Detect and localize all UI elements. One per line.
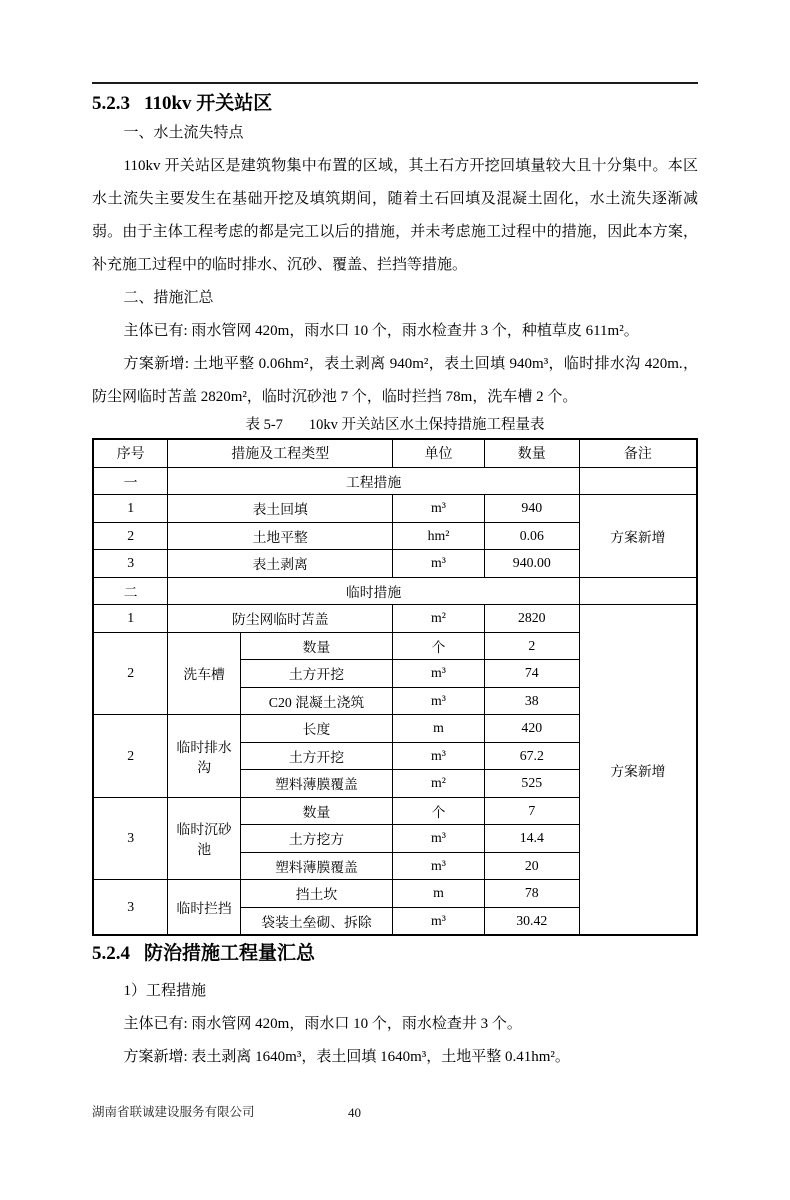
cell-unit: m² bbox=[393, 770, 485, 798]
section-number: 5.2.3 bbox=[92, 93, 130, 114]
cell-no: 1 bbox=[93, 605, 168, 633]
section-no: 二 bbox=[93, 577, 168, 605]
cell-qty: 420 bbox=[484, 715, 579, 743]
cell-no: 3 bbox=[93, 880, 168, 936]
cell-name: 表土剥离 bbox=[168, 550, 393, 578]
cell-unit: m³ bbox=[393, 852, 485, 880]
cell-subitem: 长度 bbox=[240, 715, 392, 743]
table-row bbox=[93, 495, 697, 523]
col-header-no: 序号 bbox=[93, 439, 168, 467]
cell-unit: 个 bbox=[393, 632, 485, 660]
col-header-remark: 备注 bbox=[579, 439, 697, 467]
cell-qty: 940.00 bbox=[484, 550, 579, 578]
cell-no: 2 bbox=[93, 715, 168, 798]
paragraph-existing-measures: 主体已有: 雨水管网 420m，雨水口 10 个，雨水检查井 3 个，种植草皮 611m²。 bbox=[123, 323, 639, 339]
cell-subitem: 数量 bbox=[240, 797, 392, 825]
paragraph-new-measures: 方案新增: 土地平整 0.06hm²，表土剥离 940m²，表土回填 940m³，临时排水沟 420m.，防尘网临时苫盖 2820m²，临时沉砂池 7 个，临时拦挡 78m，洗车槽 2 个。 bbox=[92, 356, 698, 405]
section-name: 临时措施 bbox=[168, 577, 579, 605]
cell-no: 3 bbox=[93, 797, 168, 880]
cell-unit: m² bbox=[393, 605, 485, 633]
page-number: 40 bbox=[348, 1105, 361, 1120]
cell-qty: 525 bbox=[484, 770, 579, 798]
cell-remark-merged: 方案新增 bbox=[579, 605, 697, 936]
cell-subitem: 挡土坎 bbox=[240, 880, 392, 908]
header-rule bbox=[92, 82, 698, 84]
section-name: 工程措施 bbox=[168, 467, 579, 495]
cell-subitem: 土方开挖 bbox=[240, 742, 392, 770]
footer-company: 湖南省联诚建设服务有限公司 bbox=[92, 1105, 255, 1119]
cell-qty: 2820 bbox=[484, 605, 579, 633]
cell-no: 3 bbox=[93, 550, 168, 578]
cell-qty: 74 bbox=[484, 660, 579, 688]
cell-subitem: 塑料薄膜覆盖 bbox=[240, 852, 392, 880]
cell-group-name: 临时排水沟 bbox=[168, 715, 240, 798]
cell-unit: m³ bbox=[393, 687, 485, 715]
subheading-measure-summary: 二、措施汇总 bbox=[123, 290, 214, 306]
cell-qty: 0.06 bbox=[484, 522, 579, 550]
page-footer bbox=[92, 1096, 698, 1129]
cell-group-name: 临时拦挡 bbox=[168, 880, 240, 936]
cell-qty: 940 bbox=[484, 495, 579, 523]
section-number: 5.2.4 bbox=[92, 943, 130, 964]
cell-no: 1 bbox=[93, 495, 168, 523]
col-header-qty: 数量 bbox=[484, 439, 579, 467]
cell-qty: 2 bbox=[484, 632, 579, 660]
cell-subitem: 土方开挖 bbox=[240, 660, 392, 688]
section-heading-524 bbox=[92, 941, 698, 967]
cell-remark-merged: 方案新增 bbox=[579, 495, 697, 578]
table-caption bbox=[92, 415, 698, 436]
section-title: 防治措施工程量汇总 bbox=[144, 943, 316, 964]
table-row bbox=[93, 605, 697, 633]
section-no: 一 bbox=[93, 467, 168, 495]
cell-unit: m³ bbox=[393, 825, 485, 853]
cell-unit: m³ bbox=[393, 550, 485, 578]
cell-qty: 67.2 bbox=[484, 742, 579, 770]
cell-unit: m³ bbox=[393, 495, 485, 523]
cell-subitem: 土方挖方 bbox=[240, 825, 392, 853]
cell-subitem: C20 混凝土浇筑 bbox=[240, 687, 392, 715]
cell-no: 2 bbox=[93, 522, 168, 550]
cell-qty: 20 bbox=[484, 852, 579, 880]
col-header-unit: 单位 bbox=[393, 439, 485, 467]
paragraph-new-524: 方案新增: 表土剥离 1640m³，表土回填 1640m³，土地平整 0.41hm²。 bbox=[123, 1049, 570, 1065]
subheading-engineering-measures: 1）工程措施 bbox=[123, 983, 207, 999]
page bbox=[92, 82, 698, 1074]
cell-name: 防尘网临时苫盖 bbox=[168, 605, 393, 633]
paragraph-existing-524: 主体已有: 雨水管网 420m，雨水口 10 个，雨水检查井 3 个。 bbox=[123, 1016, 522, 1032]
cell-name: 土地平整 bbox=[168, 522, 393, 550]
table-header-row bbox=[93, 439, 697, 467]
table-caption-label: 表 5-7 bbox=[245, 417, 283, 433]
empty-remark-cell bbox=[579, 577, 697, 605]
cell-qty: 14.4 bbox=[484, 825, 579, 853]
cell-no: 2 bbox=[93, 632, 168, 715]
cell-unit: m³ bbox=[393, 742, 485, 770]
cell-name: 表土回填 bbox=[168, 495, 393, 523]
cell-group-name: 临时沉砂池 bbox=[168, 797, 240, 880]
cell-unit: m bbox=[393, 715, 485, 743]
cell-unit: m bbox=[393, 880, 485, 908]
cell-qty: 78 bbox=[484, 880, 579, 908]
cell-unit: hm² bbox=[393, 522, 485, 550]
cell-unit: 个 bbox=[393, 797, 485, 825]
measures-table bbox=[92, 438, 698, 936]
cell-subitem: 数量 bbox=[240, 632, 392, 660]
section-title: 110kv 开关站区 bbox=[144, 93, 273, 114]
section-row-engineering bbox=[93, 467, 697, 495]
cell-group-name: 洗车槽 bbox=[168, 632, 240, 715]
section-row-temporary bbox=[93, 577, 697, 605]
table-caption-title: 10kv 开关站区水土保持措施工程量表 bbox=[308, 417, 545, 433]
cell-qty: 7 bbox=[484, 797, 579, 825]
empty-remark-cell bbox=[579, 467, 697, 495]
paragraph-soil-loss: 110kv 开关站区是建筑物集中布置的区域，其土石方开挖回填量较大且十分集中。本区水土流失主要发生在基础开挖及填筑期间，随着土石回填及混凝土固化，水土流失逐渐减弱。由于主体工程考虑的都是完工以后的措施，并未考虑施工过程中的措施，因此本方案，补充施工过程中的临时排水、沉砂、覆盖、拦挡等措施。 bbox=[92, 158, 698, 273]
col-header-type: 措施及工程类型 bbox=[168, 439, 393, 467]
cell-qty: 38 bbox=[484, 687, 579, 715]
cell-unit: m³ bbox=[393, 660, 485, 688]
cell-qty: 30.42 bbox=[484, 907, 579, 935]
subheading-soil-loss: 一、水土流失特点 bbox=[123, 125, 244, 141]
cell-subitem: 袋装土垒砌、拆除 bbox=[240, 907, 392, 935]
cell-unit: m³ bbox=[393, 907, 485, 935]
section-heading-523 bbox=[92, 91, 698, 117]
cell-subitem: 塑料薄膜覆盖 bbox=[240, 770, 392, 798]
